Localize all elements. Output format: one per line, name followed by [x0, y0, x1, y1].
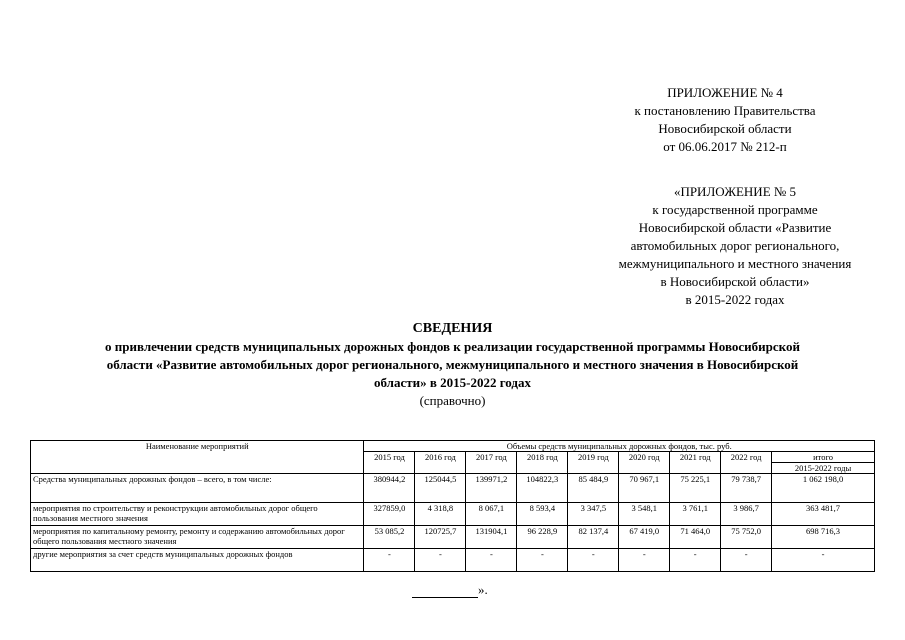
cell-value: 82 137,4	[568, 526, 619, 549]
title-heading: СВЕДЕНИЯ	[412, 321, 493, 336]
col-volumes-header: Объемы средств муниципальных дорожных фондов, тыс. руб.	[364, 441, 875, 452]
cell-value: 3 761,1	[670, 503, 721, 526]
year-header: 2020 год	[619, 452, 670, 474]
cell-value: 327859,0	[364, 503, 415, 526]
cell-value: -	[364, 549, 415, 572]
appendix-5-line4: автомобильных дорог регионального,	[630, 238, 840, 253]
table-row	[31, 526, 875, 549]
cell-value: 75 225,1	[670, 474, 721, 503]
year-header: 2019 год	[568, 452, 619, 474]
row-name: мероприятия по капитальному ремонту, ремонту и содержанию автомобильных дорог общего пользования местного значения	[31, 526, 364, 549]
cell-value: 3 548,1	[619, 503, 670, 526]
title-line2: области «Развитие автомобильных дорог регионального, межмуниципального и местного значения в Новосибирской	[106, 357, 799, 372]
cell-value: -	[619, 549, 670, 572]
cell-total: 363 481,7	[772, 503, 875, 526]
appendix-4-line1: ПРИЛОЖЕНИЕ № 4	[667, 85, 783, 100]
year-header: 2021 год	[670, 452, 721, 474]
cell-value: 75 752,0	[721, 526, 772, 549]
cell-value: 4 318,8	[415, 503, 466, 526]
cell-total: 698 716,3	[772, 526, 875, 549]
closing-mark	[412, 582, 488, 598]
row-name: мероприятия по строительству и реконструкции автомобильных дорог общего пользования местного значения	[31, 503, 364, 526]
cell-value: 8 067,1	[466, 503, 517, 526]
cell-value: -	[466, 549, 517, 572]
total-period-header: 2015-2022 годы	[772, 463, 875, 474]
cell-value: 120725,7	[415, 526, 466, 549]
cell-value: 71 464,0	[670, 526, 721, 549]
appendix-4-header	[605, 84, 845, 156]
cell-value: -	[670, 549, 721, 572]
closing-underline	[412, 585, 478, 598]
appendix-4-line2: к постановлению Правительства	[634, 103, 816, 118]
cell-value: 104822,3	[517, 474, 568, 503]
cell-value: 53 085,2	[364, 526, 415, 549]
cell-value: 67 419,0	[619, 526, 670, 549]
appendix-5-line3: Новосибирской области «Развитие	[638, 220, 832, 235]
title-line1: о привлечении средств муниципальных дорожных фондов к реализации государственной программы Новосибирской	[105, 339, 800, 354]
cell-value: 3 986,7	[721, 503, 772, 526]
row-name: Средства муниципальных дорожных фондов – всего, в том числе:	[31, 474, 364, 503]
cell-value: 125044,5	[415, 474, 466, 503]
year-header: 2016 год	[415, 452, 466, 474]
cell-value: 79 738,7	[721, 474, 772, 503]
appendix-4-line3: Новосибирской области	[658, 121, 792, 136]
appendix-5-line6: в Новосибирской области»	[660, 274, 810, 289]
cell-value: 380944,2	[364, 474, 415, 503]
year-header: 2017 год	[466, 452, 517, 474]
year-header: 2015 год	[364, 452, 415, 474]
title-note: (справочно)	[419, 393, 486, 408]
cell-value: -	[721, 549, 772, 572]
cell-value: 85 484,9	[568, 474, 619, 503]
year-header: 2018 год	[517, 452, 568, 474]
year-header: 2022 год	[721, 452, 772, 474]
cell-value: -	[415, 549, 466, 572]
document-title	[30, 320, 875, 410]
cell-value: 131904,1	[466, 526, 517, 549]
cell-value: 8 593,4	[517, 503, 568, 526]
title-line3: области» в 2015-2022 годах	[374, 375, 531, 390]
cell-value: -	[517, 549, 568, 572]
total-header: итого	[772, 452, 875, 463]
cell-value: 139971,2	[466, 474, 517, 503]
cell-total: 1 062 198,0	[772, 474, 875, 503]
appendix-5-line5: межмуниципального и местного значения	[618, 256, 852, 271]
appendix-4-line4: от 06.06.2017 № 212-п	[663, 139, 787, 154]
col-name-header: Наименование мероприятий	[31, 441, 364, 474]
cell-total: -	[772, 549, 875, 572]
table-row	[31, 549, 875, 572]
table-row	[31, 474, 875, 503]
closing-quote: ».	[478, 582, 488, 597]
appendix-5-line1: «ПРИЛОЖЕНИЕ № 5	[673, 184, 797, 199]
cell-value: -	[568, 549, 619, 572]
appendix-5-line2: к государственной программе	[652, 202, 818, 217]
cell-value: 70 967,1	[619, 474, 670, 503]
cell-value: 96 228,9	[517, 526, 568, 549]
appendix-5-line7: в 2015-2022 годах	[685, 292, 785, 307]
table-row	[31, 503, 875, 526]
appendix-5-header	[585, 183, 885, 309]
cell-value: 3 347,5	[568, 503, 619, 526]
table-header-row-1	[31, 441, 875, 452]
funds-table	[30, 440, 875, 572]
row-name: другие мероприятия за счет средств муниципальных дорожных фондов	[31, 549, 364, 572]
